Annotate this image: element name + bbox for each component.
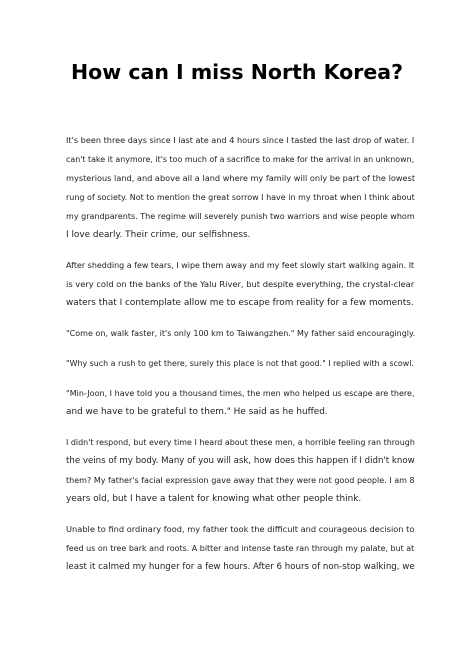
paragraph xyxy=(66,520,414,577)
text-line: It's been three days since I last ate and 4 hours since I tasted the last drop of water. I xyxy=(66,135,415,145)
text-line: and we have to be grateful to them." He said as he huffed. xyxy=(66,407,328,417)
text-line: I love dearly. Their crime, our selfishness. xyxy=(66,230,251,240)
paragraph xyxy=(66,384,414,422)
paragraph xyxy=(66,131,414,245)
text-line: the veins of my body. Many of you will ask, how does this happen if I didn't know xyxy=(66,456,415,466)
text-line: least it calmed my hunger for a few hours. After 6 hours of non-stop walking, we xyxy=(66,562,415,572)
text-line: I didn't respond, but every time I heard about these men, a horrible feeling ran through xyxy=(66,438,415,447)
text-line: rung of society. Not to mention the great sorrow I have in my throat when I think about xyxy=(66,193,415,202)
document-title: How can I miss North Korea? xyxy=(71,60,403,84)
text-line: my grandparents. The regime will severely punish two warriors and wise people whom xyxy=(66,212,415,221)
paragraph xyxy=(66,354,414,373)
text-line: waters that I contemplate allow me to escape from reality for a few moments. xyxy=(66,298,414,308)
text-line: years old, but I have a talent for knowing what other people think. xyxy=(66,494,362,504)
paragraph xyxy=(66,324,414,343)
paragraph xyxy=(66,433,414,509)
text-line: them? My father's facial expression gave away that they were not good people. I am 8 xyxy=(66,476,415,485)
text-line: feed us on tree bark and roots. A bitter and intense taste ran through my palate, but at xyxy=(66,544,415,553)
text-line: "Why such a rush to get there, surely this place is not that good." I replied with a scowl. xyxy=(66,359,414,368)
text-line: mysterious land, and above all a land where my family will only be part of the lowest xyxy=(66,173,416,183)
text-line: "Min-Joon, I have told you a thousand times, the men who helped us escape are there, xyxy=(66,389,415,398)
text-line: After shedding a few tears, I wipe them away and my feet slowly start walking again. It xyxy=(66,261,415,270)
paragraph xyxy=(66,256,414,313)
text-line: "Come on, walk faster, it's only 100 km to Taiwangzhen." My father said encouragingly. xyxy=(66,329,416,338)
text-line: Unable to find ordinary food, my father took the difficult and courageous decision to xyxy=(66,524,415,534)
text-line: is very cold on the banks of the Yalu River, but despite everything, the crystal-clear xyxy=(66,279,415,289)
document-body xyxy=(66,131,414,588)
text-line: can't take it anymore, it's too much of a sacrifice to make for the arrival in an unknown, xyxy=(66,155,415,164)
